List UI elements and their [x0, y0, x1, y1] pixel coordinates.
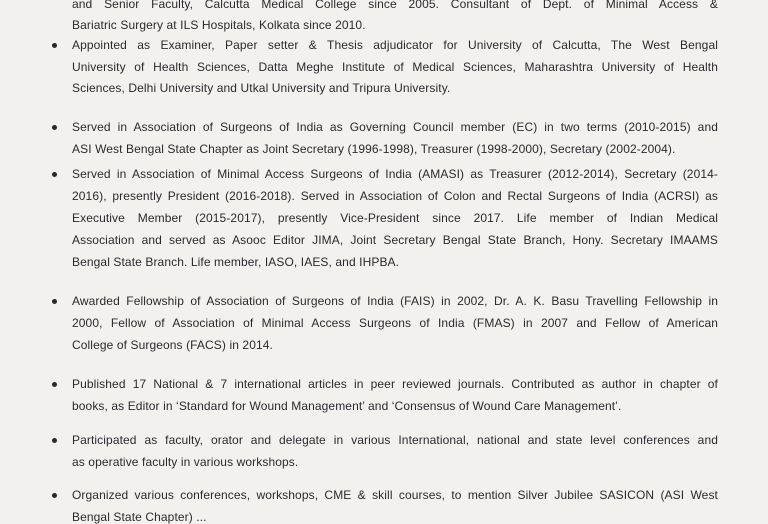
text-line: books, as Editor in ‘Standard for Wound Management’ and ‘Consensus of Wound Care Management’.: [72, 399, 622, 413]
bullet-icon: [52, 382, 57, 387]
text-line: Sciences, Delhi University and Utkal University and Tripura University.: [72, 81, 451, 95]
text-line: Participated as faculty, orator and delegate in various International, national and state level conferences and: [72, 433, 718, 447]
text-line: Served in Association of Minimal Access Surgeons of India (AMASI) as Treasurer (2012-2014), Secretary (2014-: [72, 167, 718, 181]
bullet-icon: [52, 125, 57, 130]
text-line: and Senior Faculty, Calcutta Medical College since 2005. Consultant of Dept. of Minimal Access &: [72, 0, 718, 11]
text-line: University of Health Sciences, Datta Meghe Institute of Medical Sciences, Maharashtra University of Health: [72, 60, 718, 74]
bullet-icon: [52, 43, 57, 48]
text-line: Awarded Fellowship of Association of Surgeons of India (FAIS) in 2002, Dr. A. K. Basu Travelling Fellowship in: [72, 294, 718, 308]
bullet-icon: [52, 493, 57, 498]
bullet-icon: [52, 299, 57, 304]
bullet-icon: [52, 438, 57, 443]
bullet-icon: [52, 172, 57, 177]
text-line: Bengal State Chapter) ...: [72, 510, 207, 524]
text-line: Appointed as Examiner, Paper setter & Thesis adjudicator for University of Calcutta, The West Bengal: [72, 38, 718, 52]
text-line: College of Surgeons (FACS) in 2014.: [72, 338, 273, 352]
text-line: 2000, Fellow of Association of Minimal Access Surgeons of India (FMAS) in 2007 and Fellow of American: [72, 316, 718, 330]
text-line: Bariatric Surgery at ILS Hospitals, Kolkata since 2010.: [72, 18, 366, 32]
text-line: Published 17 National & 7 international articles in peer reviewed journals. Contributed as author in chapter of: [72, 377, 718, 391]
text-line: Served in Association of Surgeons of India as Governing Council member (EC) in two terms (2010-2015) and: [72, 120, 718, 134]
text-line: ASI West Bengal State Chapter as Joint Secretary (1996-1998), Treasurer (1998-2000), Secretary (2002-2004).: [72, 142, 676, 156]
text-line: Bengal State Branch. Life member, IASO, IAES, and IHPBA.: [72, 255, 400, 269]
text-line: Association and served as Asooc Editor JIMA, Joint Secretary Bengal State Branch, Hony. Secretary IMAAMS: [72, 233, 718, 247]
text-line: as operative faculty in various workshops.: [72, 455, 299, 469]
text-line: Organized various conferences, workshops, CME & skill courses, to mention Silver Jubilee SASICON (ASI West: [72, 488, 718, 502]
text-line: 2016), presently President (2016-2018). Served in Association of Colon and Rectal Surgeons of India (ACRSI) as: [72, 189, 718, 203]
text-line: Executive Member (2015-2017), presently Vice-President since 2017. Life member of Indian Medical: [72, 211, 718, 225]
